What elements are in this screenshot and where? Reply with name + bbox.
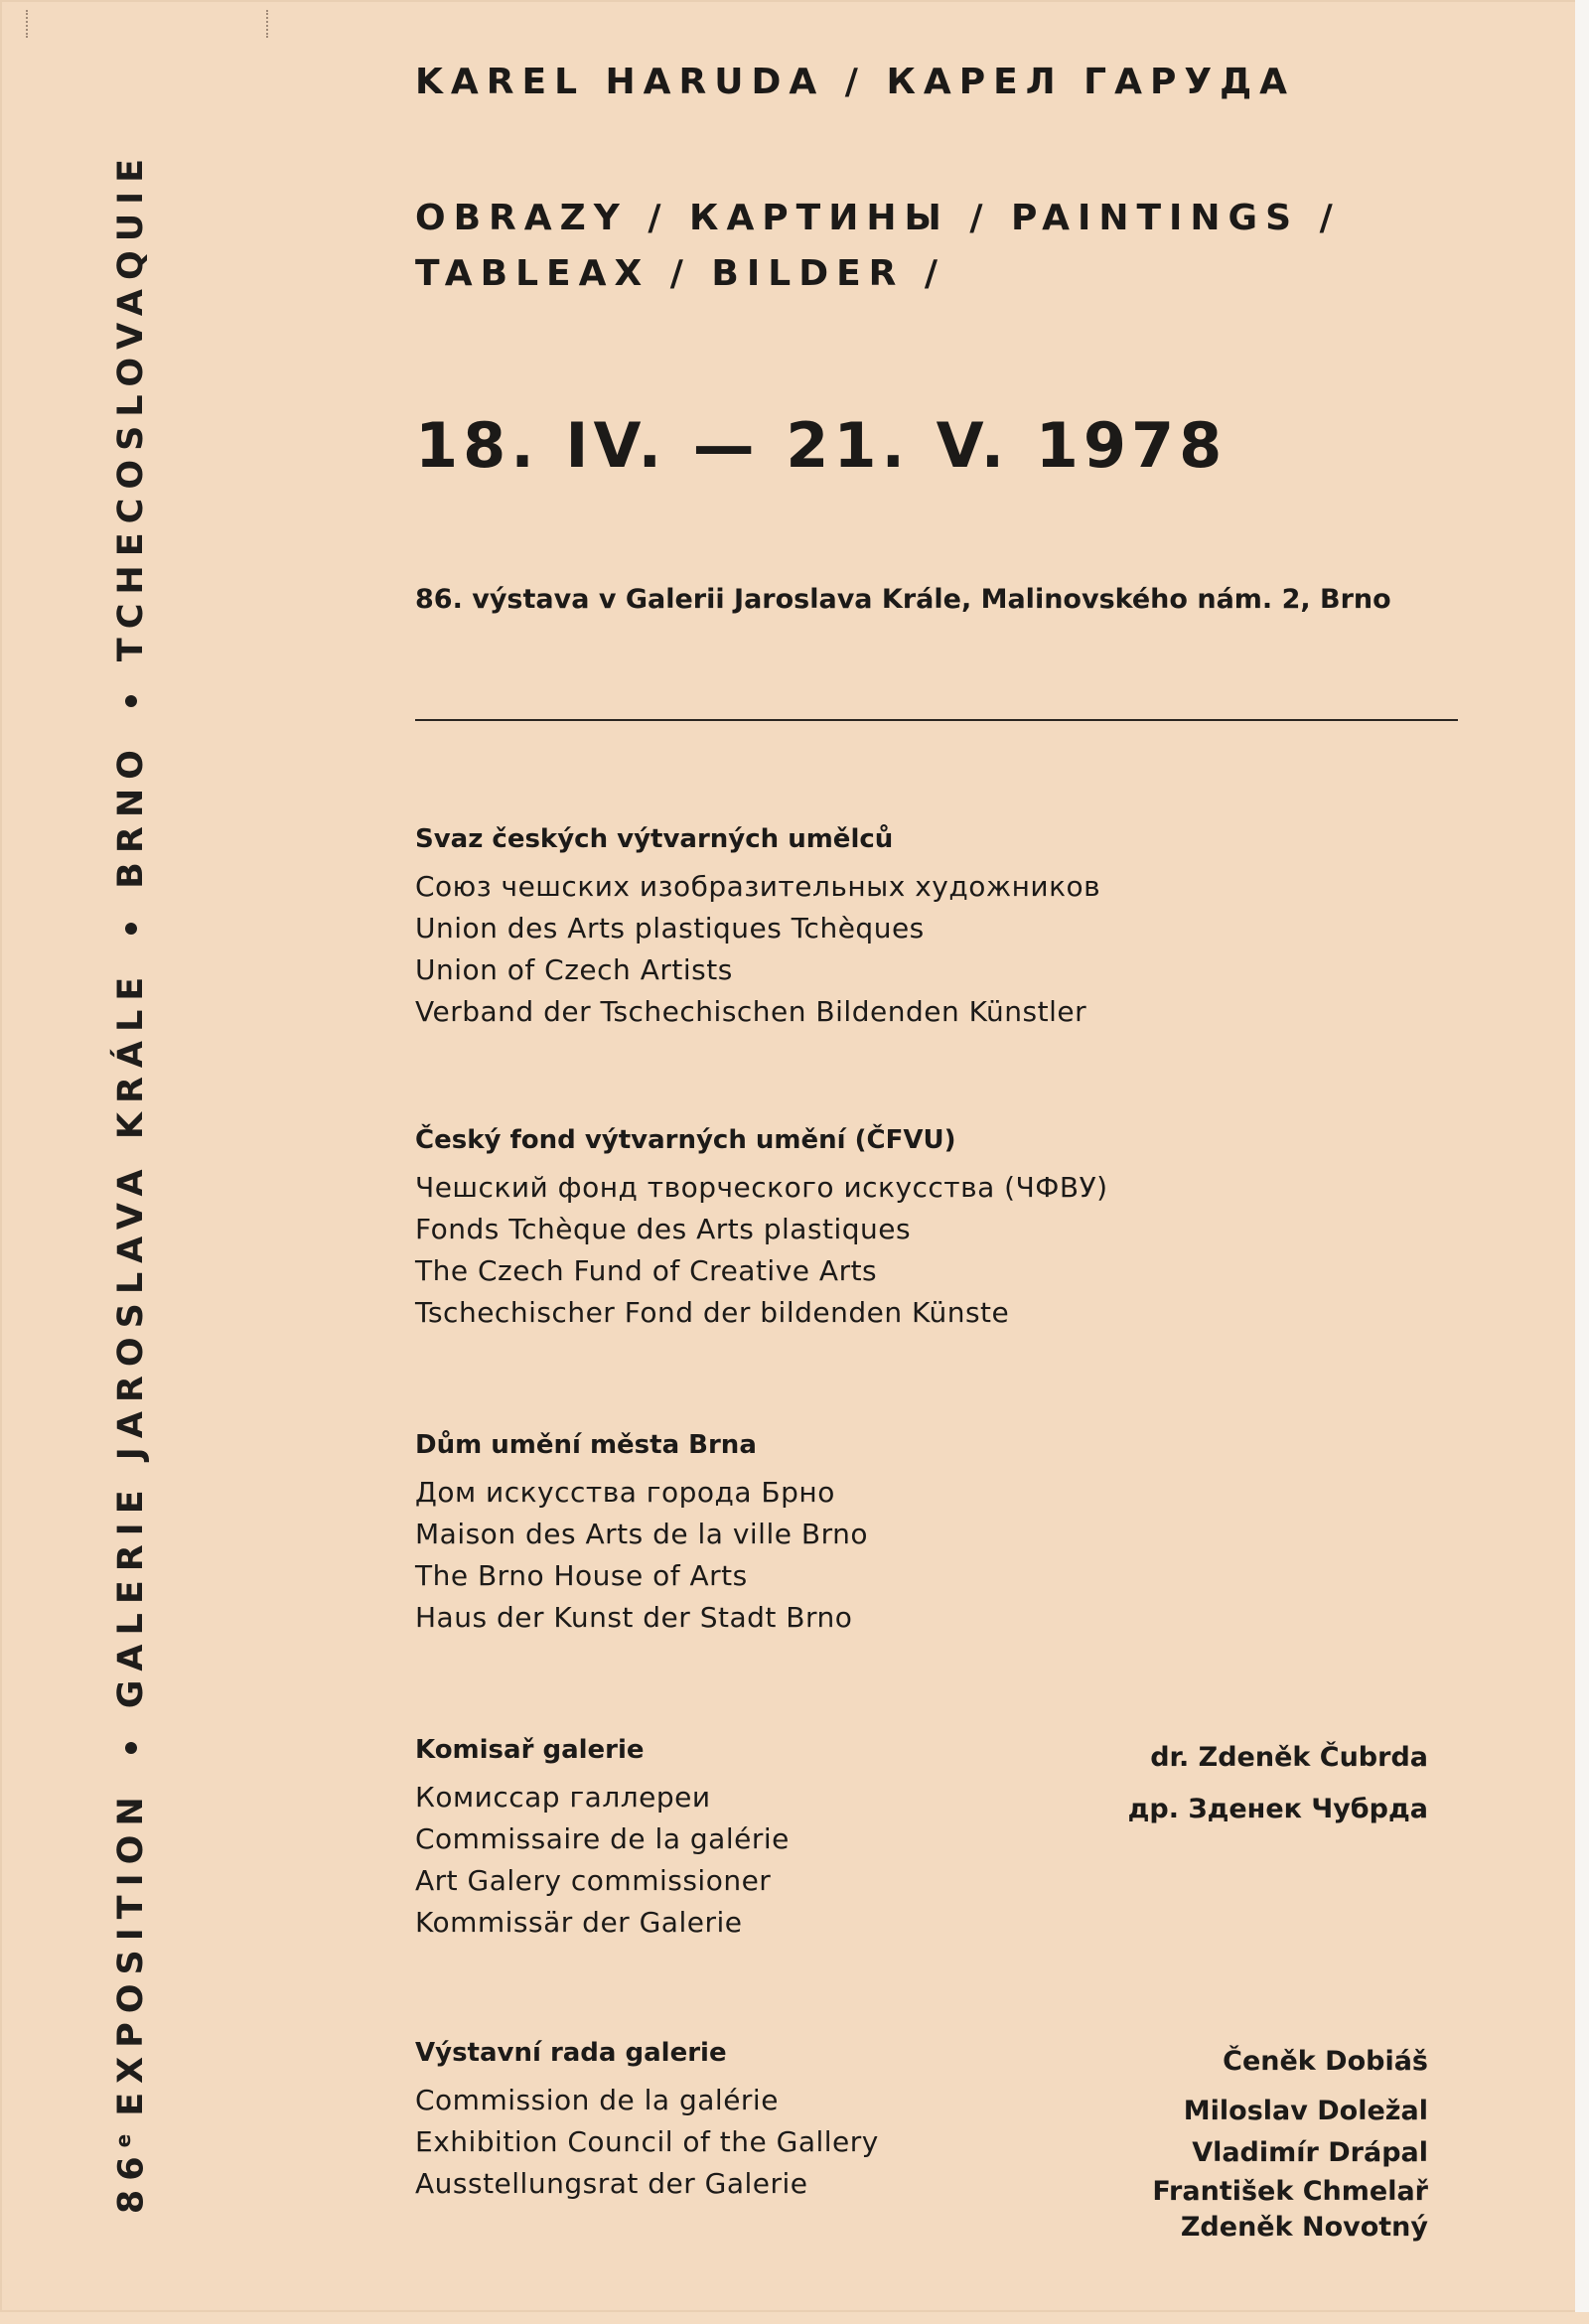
org-line: Kommissär der Galerie: [415, 1906, 743, 1939]
org-line: Haus der Kunst der Stadt Brno: [415, 1601, 853, 1634]
org-line: Exhibition Council of the Gallery: [415, 2125, 879, 2158]
page-edge: [1575, 0, 1589, 2312]
council-member: Zdeněk Novotný: [1180, 2212, 1428, 2243]
spine-bullet: [125, 923, 137, 935]
exhibition-dates: 18. IV. — 21. V. 1978: [415, 409, 1228, 482]
perforation-mark: [26, 10, 28, 38]
org-line: Commission de la galérie: [415, 2084, 779, 2116]
council-member: Vladimír Drápal: [1192, 2137, 1428, 2168]
org-line: Союз чешских изобразительных художников: [415, 870, 1101, 903]
spine-text: [101, 40, 161, 2324]
subtitle-line: OBRAZY / КАРТИНЫ / PAINTINGS /: [415, 198, 1341, 238]
org-line: Чешский фонд творческого искусства (ЧФВУ): [415, 1171, 1108, 1204]
org-block: [415, 1430, 1428, 1639]
org-line: Union of Czech Artists: [415, 953, 733, 986]
org-block: [415, 1125, 1428, 1334]
org-line: The Czech Fund of Creative Arts: [415, 1254, 878, 1287]
spine-exposition: EXPOSITION: [111, 1788, 151, 2116]
org-heading: Český fond výtvarných umění (ČFVU): [415, 1125, 956, 1155]
org-line: Union des Arts plastiques Tchèques: [415, 912, 925, 944]
org-heading: Svaz českých výtvarných umělců: [415, 824, 894, 854]
exhibition-subtitle: [415, 191, 1341, 302]
org-line: Комиссар галлереи: [415, 1781, 711, 1814]
artist-title: KAREL HARUDA / КАРЕЛ ГАРУДА: [415, 62, 1296, 102]
spine-number: 86e: [110, 2133, 152, 2215]
org-heading: Výstavní rada galerie: [415, 2038, 727, 2068]
spine-bullet: [125, 1742, 137, 1754]
org-line: Verband der Tschechischen Bildenden Künstler: [415, 995, 1087, 1028]
org-block: [415, 824, 1428, 1033]
org-line: Дом искусства города Брно: [415, 1476, 835, 1509]
council-names: [1152, 2041, 1428, 2246]
commissioner-names: [1128, 1737, 1428, 1830]
subtitle-line: TABLEAX / BILDER /: [415, 253, 946, 294]
council-member: Čeněk Dobiáš: [1223, 2046, 1428, 2077]
perforation-mark: [266, 10, 268, 38]
spine-city: BRNO: [111, 741, 151, 889]
spine-country: TCHECOSLOVAQUIE: [111, 149, 151, 662]
org-line: The Brno House of Arts: [415, 1559, 748, 1592]
org-heading: Dům umění města Brna: [415, 1430, 757, 1460]
org-line: Tschechischer Fond der bildenden Künste: [415, 1296, 1010, 1329]
commissioner-name: dr. Zdeněk Čubrda: [1150, 1742, 1428, 1773]
org-line: Ausstellungsrat der Galerie: [415, 2167, 808, 2200]
org-line: Maison des Arts de la ville Brno: [415, 1518, 868, 1550]
spine-bullet: [125, 695, 137, 707]
spine-gallery: GALERIE JAROSLAVA KRÁLE: [111, 967, 151, 1709]
council-member: František Chmelař: [1152, 2176, 1428, 2207]
venue-line: 86. výstava v Galerii Jaroslava Krále, Malinovského nám. 2, Brno: [415, 584, 1391, 615]
org-line: Fonds Tchèque des Arts plastiques: [415, 1213, 912, 1245]
org-line: Commissaire de la galérie: [415, 1822, 790, 1855]
org-heading: Komisař galerie: [415, 1735, 645, 1765]
divider-rule: [415, 719, 1458, 721]
org-line: Art Galery commissioner: [415, 1864, 772, 1897]
commissioner-name-cyrillic: др. Зденек Чубрда: [1127, 1794, 1428, 1824]
council-member: Miloslav Doležal: [1183, 2096, 1428, 2126]
